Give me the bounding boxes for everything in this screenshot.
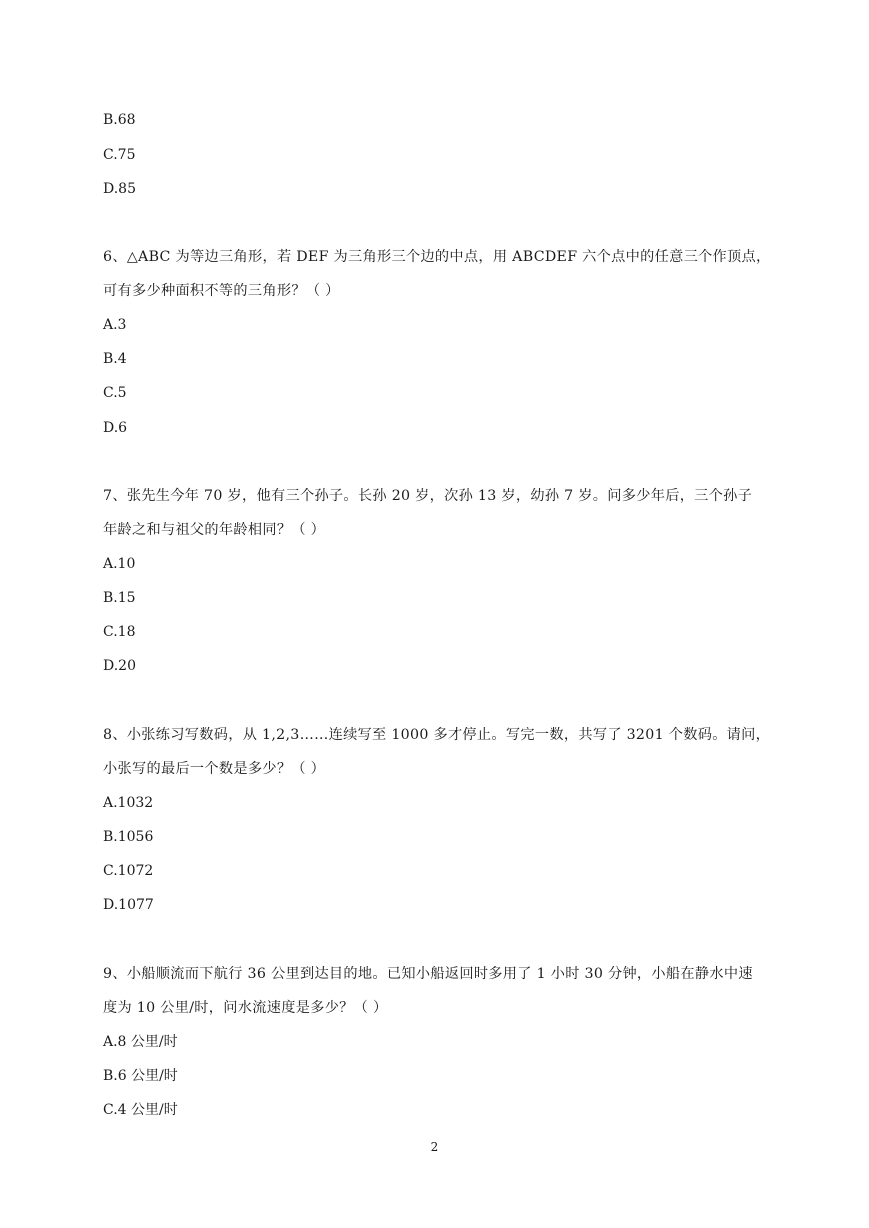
option-q9-a: A.8 公里/时 (103, 1034, 178, 1050)
option-q6-d: D.6 (103, 420, 128, 436)
option-q7-a: A.10 (103, 556, 136, 572)
question-7-stem-line-1: 7、张先生今年 70 岁，他有三个孙子。长孙 20 岁，次孙 13 岁，幼孙 7 岁。问多少年后，三个孙子 (103, 488, 753, 504)
option-q8-a: A.1032 (103, 795, 154, 811)
option-q7-d: D.20 (103, 658, 136, 674)
option-q8-c: C.1072 (103, 863, 154, 879)
option-q5-b: B.68 (103, 112, 136, 128)
option-q6-b: B.4 (103, 351, 127, 367)
option-q5-d: D.85 (103, 181, 136, 197)
option-q8-d: D.1077 (103, 897, 154, 913)
question-9-stem-line-2: 度为 10 公里/时，问水流速度是多少？（ ） (103, 1000, 388, 1016)
question-6-stem-line-1: 6、△ABC 为等边三角形，若 DEF 为三角形三个边的中点，用 ABCDEF 六个点中的任意三个作顶点， (103, 249, 771, 265)
option-q7-b: B.15 (103, 590, 136, 606)
option-q9-c: C.4 公里/时 (103, 1102, 178, 1118)
page-number: 2 (430, 1140, 439, 1154)
question-7-stem-line-2: 年龄之和与祖父的年龄相同？（ ） (103, 522, 326, 538)
option-q9-b: B.6 公里/时 (103, 1068, 178, 1084)
option-q7-c: C.18 (103, 624, 136, 640)
question-9-stem-line-1: 9、小船顺流而下航行 36 公里到达目的地。已知小船返回时多用了 1 小时 30 分钟，小船在静水中速 (103, 966, 753, 982)
question-6-stem-line-2: 可有多少种面积不等的三角形？（ ） (103, 283, 340, 299)
option-q5-c: C.75 (103, 147, 136, 163)
option-q6-a: A.3 (103, 317, 127, 333)
option-q6-c: C.5 (103, 385, 127, 401)
question-8-stem-line-2: 小张写的最后一个数是多少？（ ） (103, 761, 326, 777)
option-q8-b: B.1056 (103, 829, 154, 845)
question-8-stem-line-1: 8、小张练习写数码，从 1,2,3……连续写至 1000 多才停止。写完一数，共写了 3201 个数码。请问， (103, 727, 771, 743)
